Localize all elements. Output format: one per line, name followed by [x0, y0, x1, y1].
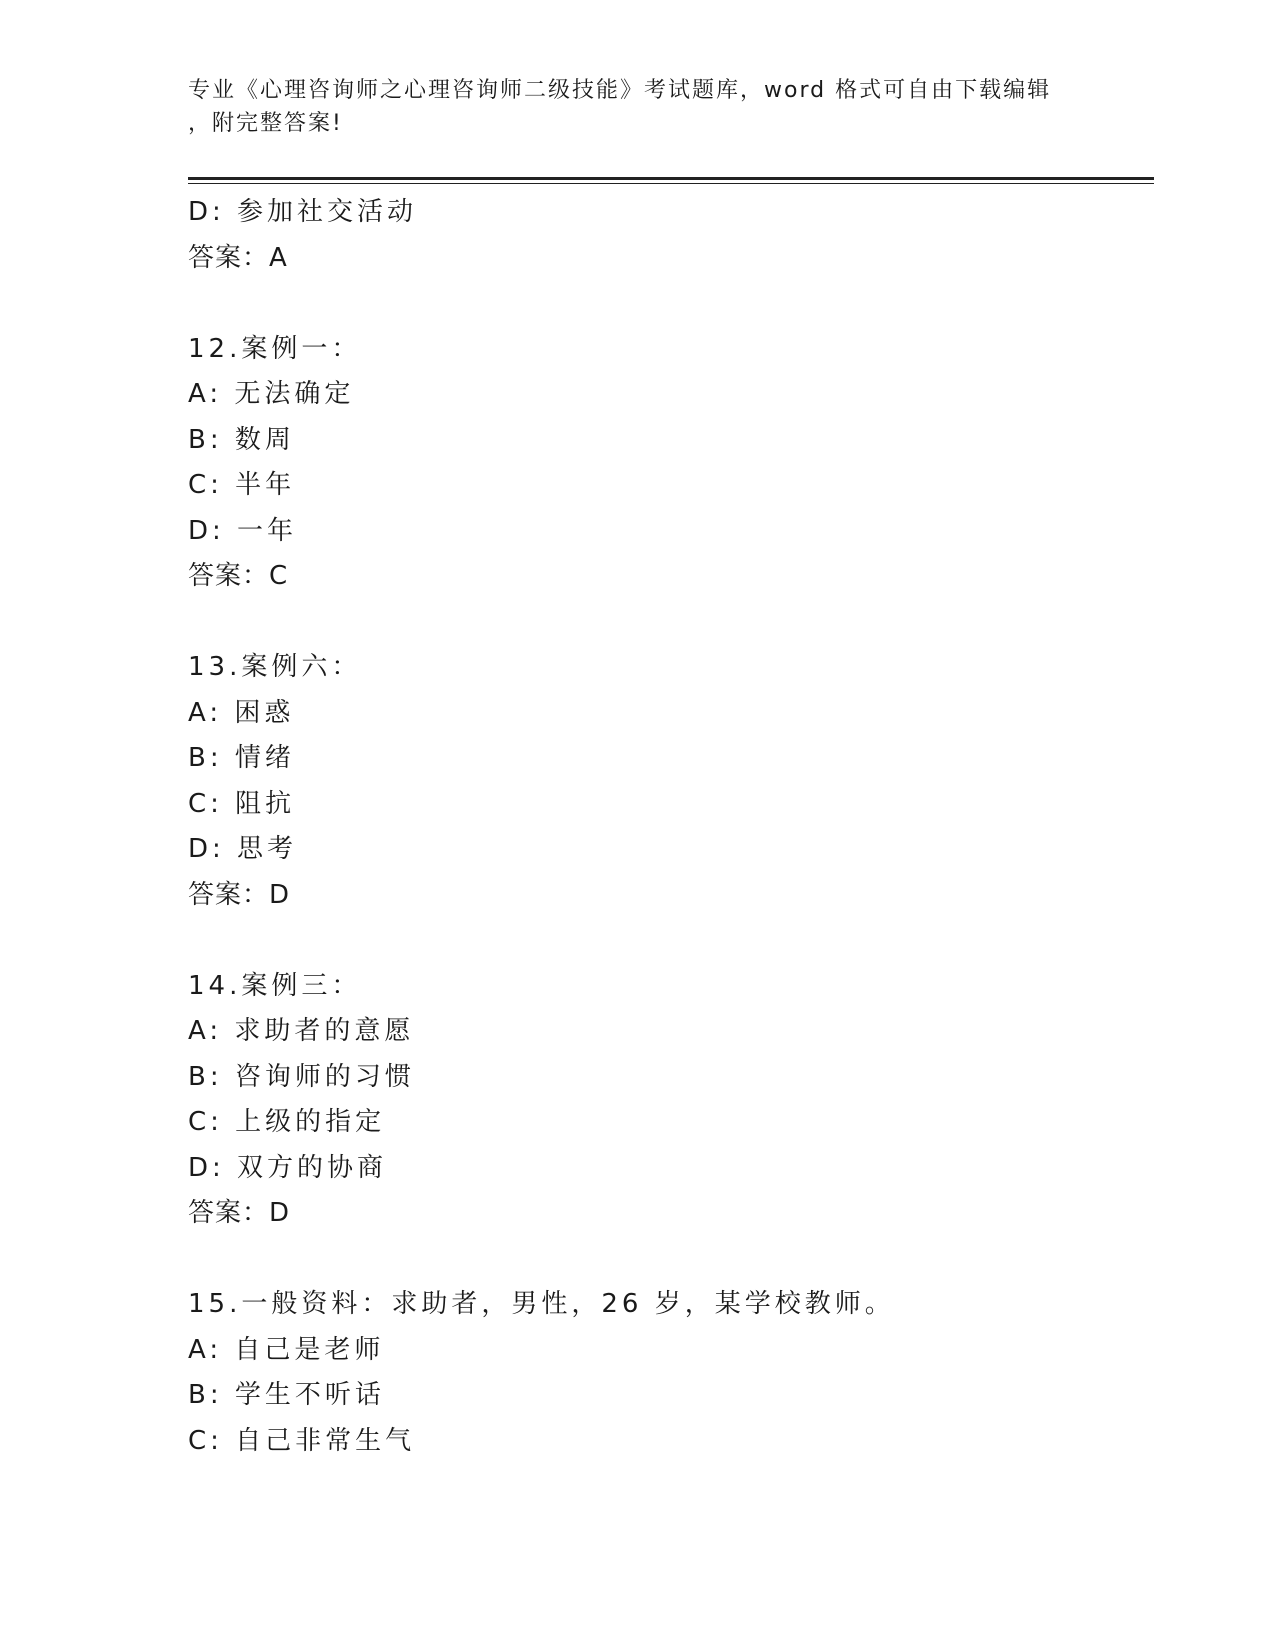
option-c: C: 半年	[188, 470, 296, 500]
option-c: C: 阻抗	[188, 788, 296, 819]
option-a: A: 自己是老师	[188, 1334, 385, 1365]
header-divider-thin	[188, 183, 1154, 184]
question-list	[188, 190, 1154, 1464]
option-a: A: 困惑	[188, 697, 295, 728]
option-b: B: 学生不听话	[188, 1380, 385, 1410]
question-stem: 14.案例三：	[188, 970, 362, 1001]
option-b: B: 咨询师的习惯	[188, 1061, 415, 1092]
option-c: C: 自己非常生气	[188, 1425, 416, 1456]
question-stem: 13.案例六：	[188, 652, 362, 682]
answer-line: 答案：C	[188, 561, 289, 591]
option-c: C: 上级的指定	[188, 1107, 386, 1137]
header-divider-thick	[188, 177, 1154, 180]
question-stem: 15.一般资料：求助者，男性，26 岁，某学校教师。	[188, 1289, 895, 1319]
header-line-2: ，附完整答案!	[188, 111, 343, 136]
option-a: A: 求助者的意愿	[188, 1016, 415, 1046]
option-d: D: 思考	[188, 834, 298, 864]
answer-line: 答案：D	[188, 1198, 291, 1228]
option-d: D: 双方的协商	[188, 1152, 388, 1183]
option-b: B: 情绪	[188, 743, 295, 773]
option-b: B: 数周	[188, 424, 295, 455]
option-d: D: 一年	[188, 515, 298, 546]
option-a: A: 无法确定	[188, 379, 355, 409]
answer-line: 答案：A	[188, 242, 288, 273]
answer-line: 答案：D	[188, 879, 291, 910]
document-header	[188, 74, 1088, 140]
question-stem: 12.案例一：	[188, 333, 362, 364]
option-d: D: 参加社交活动	[188, 197, 418, 227]
header-line-1: 专业《心理咨询师之心理咨询师二级技能》考试题库，word 格式可自由下载编辑	[188, 78, 1052, 103]
